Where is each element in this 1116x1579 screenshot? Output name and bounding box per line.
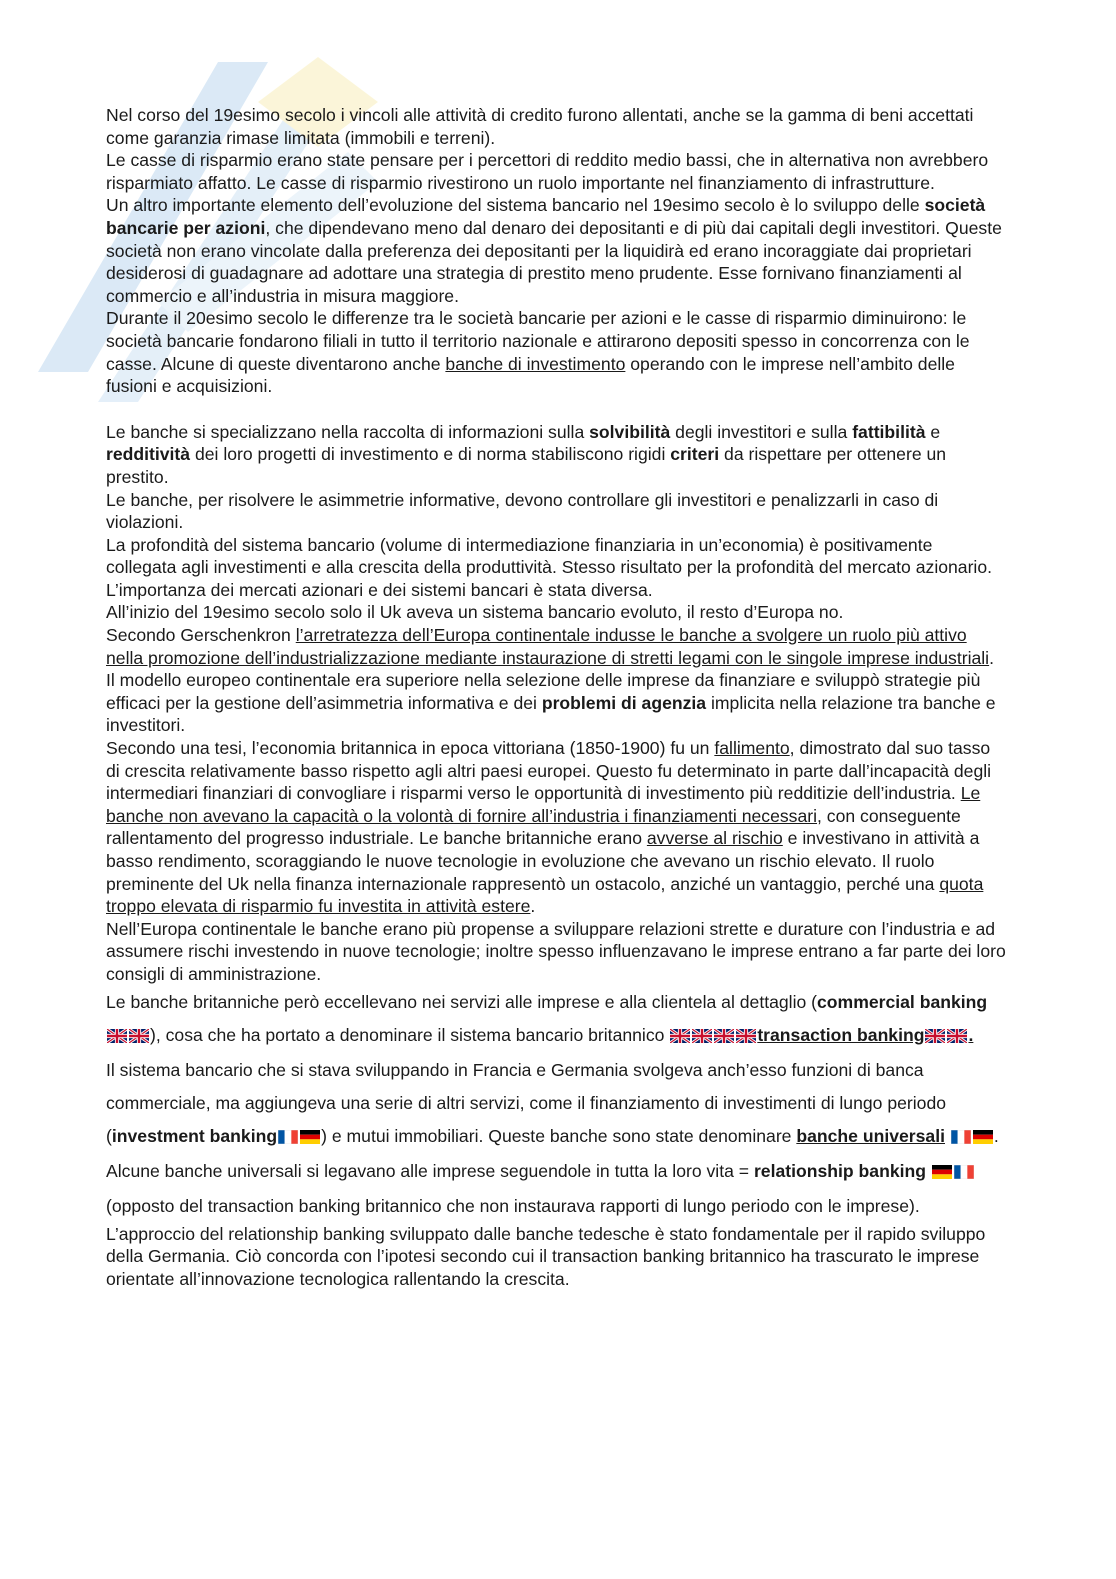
- paragraph: [106, 1155, 1006, 1223]
- paragraph: [106, 534, 1006, 579]
- text-run: , che dipendevano meno dal denaro dei depositanti e di più dai capitali degli investitori. Queste società non erano vincolate dalla preferenza dei depositanti per la liquidirà ed erano incoraggiate dai proprietari desiderosi di guadagnare ad adottare una strategia di prestito meno prudente. Esse fornivano finanziamenti al commercio e all’industria in misura maggiore.: [106, 217, 1002, 306]
- bold-underlined-term: .: [968, 1024, 974, 1045]
- underlined-text: l’arretratezza dell’Europa continentale indusse le banche a svolgere un ruolo più attivo nella promozione dell’industrializzazione mediante instaurazione di stretti legami con le singole imprese industriali: [106, 625, 990, 668]
- underlined-text: banche di investimento: [445, 353, 626, 374]
- underlined-text: fallimento: [714, 738, 790, 759]
- document-body: [106, 104, 1006, 1290]
- bold-underlined-term: banche universali: [796, 1125, 945, 1146]
- text-run: All’inizio del 19esimo secolo solo il Uk aveva un sistema bancario evoluto, il resto d’Europa no.: [106, 602, 844, 623]
- bold-term: società bancarie per azioni: [106, 195, 986, 238]
- flag-icons: [669, 1021, 757, 1054]
- text-run: Il sistema bancario che si stava sviluppando in Francia e Germania svolgeva anch’esso funzioni di banca commerciale, ma aggiungeva una serie di altri servizi, come il finanziamento di investimenti di lungo periodo (: [106, 1059, 947, 1146]
- text-run: ) e mutui immobiliari. Queste banche sono state denominare: [321, 1125, 797, 1146]
- uk-flag-icon: [129, 1029, 149, 1043]
- text-run: Secondo Gerschenkron: [106, 625, 296, 646]
- germany-flag-icon: [300, 1130, 320, 1144]
- text-run: Le casse di risparmio erano state pensare per i percettori di reddito medio bassi, che in alternativa non avrebbero risparmiato affatto. Le casse di risparmio rivestirono un ruolo importante nel finanziamento di infrastrutture.: [106, 150, 989, 193]
- text-run: Alcune banche universali si legavano alle imprese seguendole in tutta la loro vita =: [106, 1160, 754, 1181]
- text-run: Un altro importante elemento dell’evoluzione del sistema bancario nel 19esimo secolo è lo sviluppo delle: [106, 195, 925, 216]
- france-flag-icon: [951, 1130, 971, 1144]
- paragraph: [106, 194, 1006, 307]
- uk-flag-icon: [947, 1029, 967, 1043]
- text-run: Le banche si specializzano nella raccolta di informazioni sulla: [106, 421, 590, 442]
- uk-flag-icon: [736, 1029, 756, 1043]
- text-run: La profondità del sistema bancario (volume di intermediazione finanziaria in un’economia) è positivamente collegata agli investimenti e alla crescita della produttività. Stesso risultato per la profondità del mercato azionario.: [106, 534, 993, 578]
- paragraph-gap: [106, 398, 1006, 421]
- key-term: [796, 1126, 945, 1146]
- uk-flag-icon: [107, 1029, 127, 1043]
- paragraph: [106, 421, 1006, 489]
- underlined-text: avverse al rischio: [646, 828, 783, 849]
- paragraph: [106, 104, 1006, 149]
- text-run: , con conseguente rallentamento del progresso industriale. Le banche britanniche erano: [106, 805, 961, 849]
- text-run: degli investitori e sulla: [670, 421, 853, 442]
- text-run: e investivano in attività a basso rendimento, scoraggiando le nuove tecnologie in evoluzione che avevano un rischio elevato. Il ruolo preminente del Uk nella finanza internazionale rappresentò un ostacolo, anziché un vantaggio, perché una: [106, 828, 980, 894]
- paragraph: [106, 601, 1006, 624]
- uk-flag-icon: [714, 1029, 734, 1043]
- underlined-text: Le banche non avevano la capacità o la volontà di fornire all’industria i finanziamenti necessari: [106, 783, 981, 826]
- bold-term: problemi di agenzia: [541, 692, 707, 713]
- uk-flag-icon: [692, 1029, 712, 1043]
- text-run: da rispettare per ottenere un prestito.: [106, 444, 947, 487]
- text-run: ), cosa che ha portato a denominare il sistema bancario britannico: [150, 1024, 670, 1045]
- text-run: , dimostrato dal suo tasso di crescita relativamente basso rispetto agli altri paesi europei. Questo fu determinato in parte dall’incapacità degli intermediari finanziari di convogliare i risparmi verso le opportunità di investimento più redditizie dell’industria.: [106, 738, 992, 804]
- text-run: L’approccio del relationship banking sviluppato dalle banche tedesche è stato fondamentale per il rapido sviluppo della Germania. Ciò concorda con l’ipotesi secondo cui il transaction banking britannico ha trascurato le imprese orientate all’innovazione tecnologica rallentando la crescita.: [106, 1223, 986, 1289]
- key-term: [968, 1025, 973, 1045]
- paragraph: [106, 149, 1006, 194]
- text-run: e: [925, 421, 941, 442]
- text-run: Nel corso del 19esimo secolo i vincoli alle attività di credito furono allentati, anche se la gamma di beni accettati come garanzia rimase limitata (immobili e terreni).: [106, 105, 974, 148]
- paragraph: [106, 1054, 1006, 1155]
- flag-icons: [277, 1122, 321, 1155]
- germany-flag-icon: [973, 1130, 993, 1144]
- flag-icons: [106, 1021, 150, 1054]
- flag-icons: [924, 1021, 968, 1054]
- paragraph: [106, 489, 1006, 534]
- bold-term: redditività: [106, 444, 191, 465]
- bold-term: investment banking: [111, 1125, 278, 1146]
- text-run: .: [530, 896, 536, 917]
- text-run: Le banche britanniche però eccellevano nei servizi alle imprese e alla clientela al dettaglio (: [106, 991, 818, 1012]
- paragraph: [106, 624, 1006, 737]
- bold-underlined-term: transaction banking: [757, 1024, 925, 1045]
- text-run: operando con le imprese nell’ambito delle fusioni e acquisizioni.: [106, 353, 955, 397]
- uk-flag-icon: [670, 1029, 690, 1043]
- flag-icons: [931, 1157, 975, 1190]
- underlined-text: quota troppo elevata di risparmio fu investita in attività estere: [106, 873, 984, 917]
- text-run: Durante il 20esimo secolo le differenze tra le società bancarie per azioni e le casse di risparmio diminuirono: le società bancarie fondarono filiali in tutto il territorio nazionale e attirarono depositi spesso in concorrenza con le casse. Alcune di queste diventarono anche: [106, 308, 970, 374]
- paragraph: [106, 918, 1006, 986]
- text-run: dei loro progetti di investimento e di norma stabiliscono rigidi: [190, 444, 671, 465]
- bold-term: criteri: [670, 444, 720, 465]
- paragraph: [106, 1223, 1006, 1291]
- key-term: [757, 1025, 924, 1045]
- text-run: . Il modello europeo continentale era superiore nella selezione delle imprese da finanziare e sviluppò strategie più efficaci per la gestione dell’asimmetria informativa e dei: [106, 647, 994, 713]
- paragraph: [106, 579, 1006, 602]
- bold-term: fattibilità: [852, 421, 926, 442]
- text-run: (opposto del transaction banking britannico che non instaurava rapporti di lungo periodo con le imprese).: [106, 1195, 920, 1216]
- france-flag-icon: [278, 1130, 298, 1144]
- bold-term: commercial banking: [817, 991, 988, 1012]
- germany-flag-icon: [932, 1165, 952, 1179]
- bold-term: relationship banking: [753, 1160, 926, 1181]
- text-run: Nell’Europa continentale le banche erano più propense a sviluppare relazioni strette e durature con l’industria e ad assumere rischi investendo in nuove tecnologie; inoltre spesso influenzavano le imprese entrano a far parte dei loro consigli di amministrazione.: [106, 918, 1006, 984]
- text-run: Le banche, per risolvere le asimmetrie informative, devono controllare gli investitori e penalizzarli in caso di violazioni.: [106, 489, 939, 533]
- text-run: L’importanza dei mercati azionari e dei sistemi bancari è stata diversa.: [106, 579, 653, 600]
- bold-term: solvibilità: [589, 421, 671, 442]
- paragraph: [106, 986, 1006, 1054]
- paragraph: [106, 737, 1006, 918]
- uk-flag-icon: [925, 1029, 945, 1043]
- text-run: Secondo una tesi, l’economia britannica in epoca vittoriana (1850-1900) fu un: [106, 738, 715, 759]
- text-run: implicita nella relazione tra banche e investitori.: [106, 692, 996, 736]
- france-flag-icon: [954, 1165, 974, 1179]
- text-run: .: [993, 1125, 999, 1146]
- flag-icons: [950, 1122, 994, 1155]
- paragraph: [106, 307, 1006, 397]
